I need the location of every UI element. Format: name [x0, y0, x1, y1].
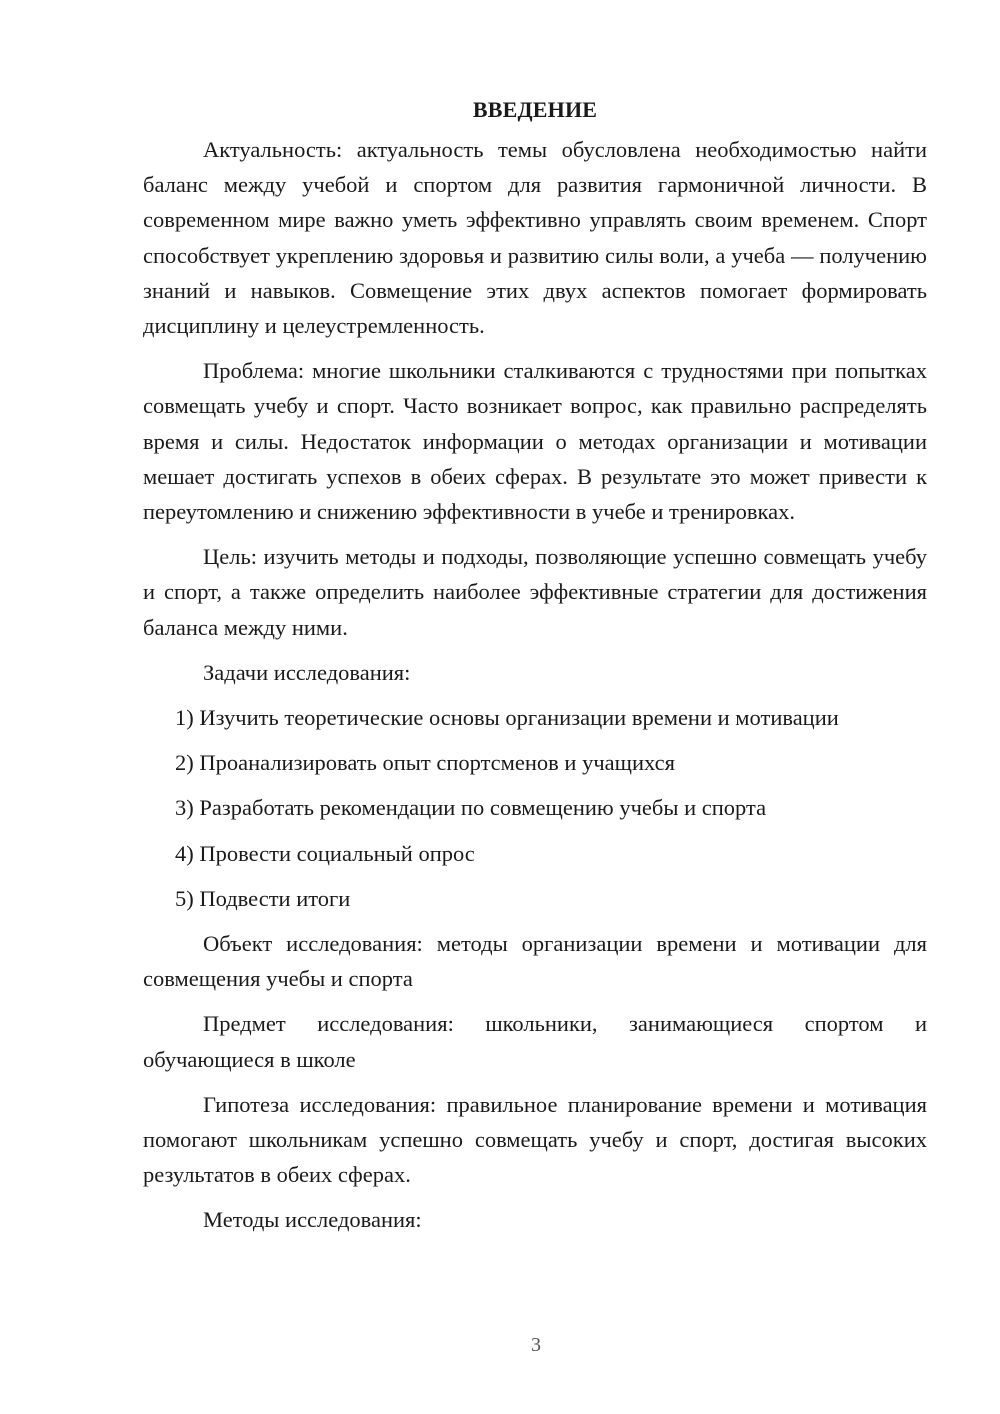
list-item: 4) Провести социальный опрос: [175, 840, 475, 866]
paragraph-tasks-heading: Задачи исследования:: [203, 659, 411, 685]
paragraph-goal: Цель: изучить методы и подходы, позволяющие успешно совмещать учебу и спорт, а также определить наиболее эффективные стратегии для достижения баланса между ними.: [143, 544, 927, 640]
paragraph-hypothesis: Гипотеза исследования: правильное планирование времени и мотивация помогают школьникам успешно совмещать учебу и спорт, достигая высоких результатов в обеих сферах.: [143, 1091, 927, 1188]
list-item: 2) Проанализировать опыт спортсменов и учащихся: [175, 750, 675, 776]
paragraph-methods-heading: Методы исследования:: [203, 1207, 422, 1233]
document-page: [143, 92, 927, 1248]
paragraph-subject: Предмет исследования: школьники, занимающиеся спортом и обучающиеся в школе: [143, 1011, 927, 1072]
list-item: 5) Подвести итоги: [175, 885, 351, 911]
page-title: ВВЕДЕНИЕ: [472, 97, 598, 122]
page-number: 3: [531, 1334, 541, 1356]
list-item: 1) Изучить теоретические основы организации времени и мотивации: [175, 705, 839, 731]
paragraph-relevance: Актуальность: актуальность темы обусловлена необходимостью найти баланс между учебой и спортом для развития гармоничной личности. В современном мире важно уметь эффективно управлять своим временем. Спорт способствует укреплению здоровья и развитию силы воли, а учеба — получению знаний и навыков. Совмещение этих двух аспектов помогает формировать дисциплину и целеустремленность.: [143, 137, 927, 339]
list-item: 3) Разработать рекомендации по совмещению учебы и спорта: [175, 795, 767, 821]
tasks-list: [143, 700, 927, 916]
paragraph-problem: Проблема: многие школьники сталкиваются с трудностями при попытках совмещать учебу и спорт. Часто возникает вопрос, как правильно распределять время и силы. Недостаток информации о методах организации и мотивации мешает достигать успехов в обеих сферах. В результате это может привести к переутомлению и снижению эффективности в учебе и тренировках.: [143, 358, 927, 525]
paragraph-object: Объект исследования: методы организации времени и мотивации для совмещения учебы и спорта: [143, 931, 927, 992]
